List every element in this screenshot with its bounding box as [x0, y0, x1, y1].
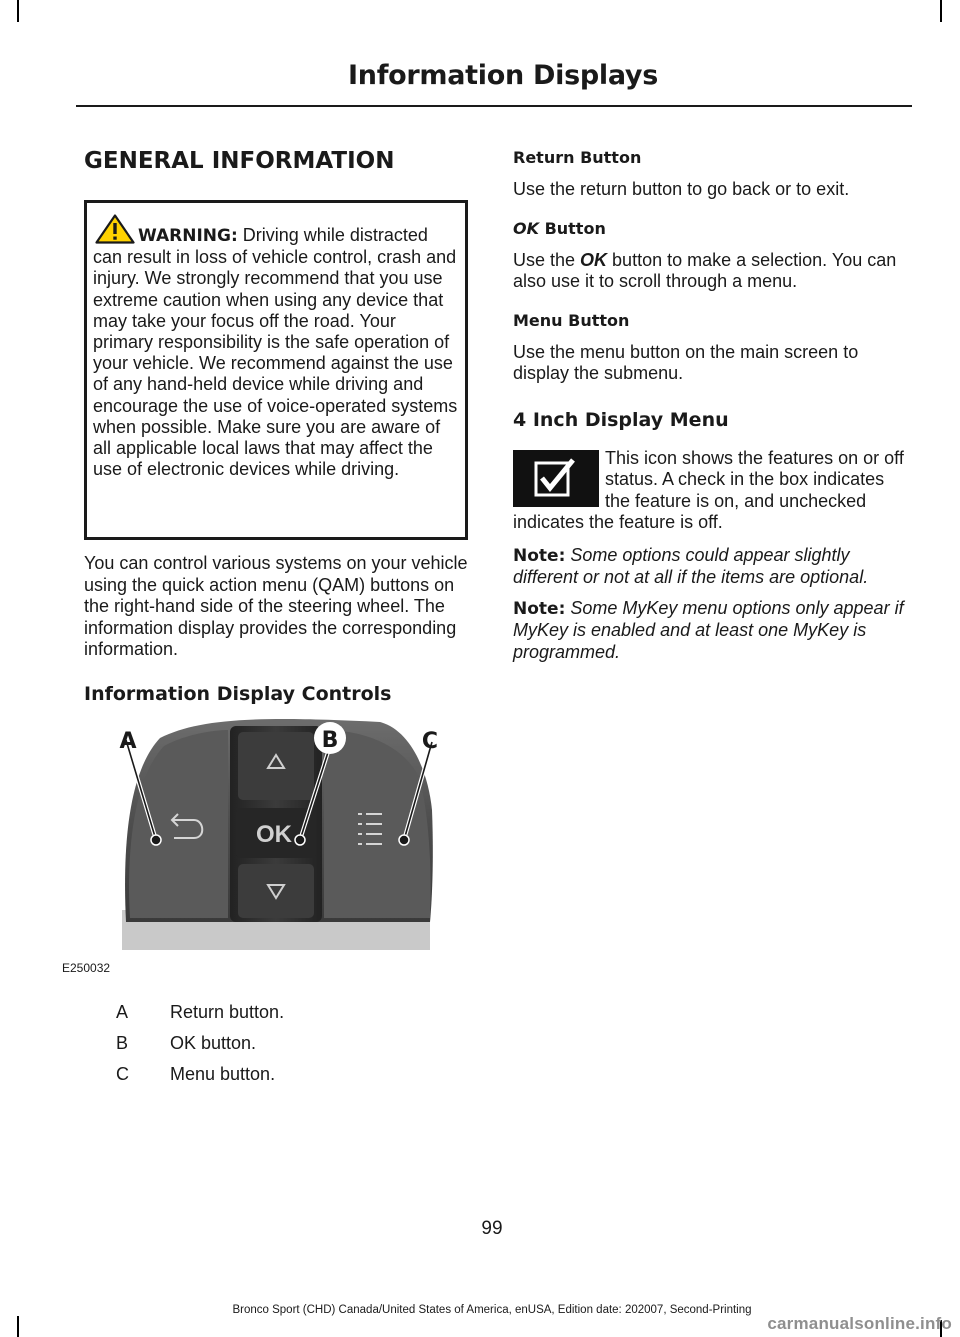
warning-label: WARNING:: [138, 226, 238, 246]
warning-text: Driving while distracted can result in loss of vehicle control, crash and injury. We strongly recommend that you use extreme caution when using any device that may take your focus off the road. Your primary responsibility is the safe operation of your vehicle. We recommend against the use of any hand-held device while driving and encourage the use of voice-operated systems when possible. Make sure you are aware of all applicable local laws that may affect the use of electronic devices while driving.: [93, 225, 458, 480]
display-menu-heading: 4 Inch Display Menu: [513, 408, 729, 431]
note-2: [513, 598, 909, 664]
header-divider: [76, 105, 912, 107]
icon-description-block: [513, 448, 909, 534]
checkbox-checked-icon: [513, 450, 599, 507]
check-mark-icon: [533, 458, 579, 498]
return-button-text: Use the return button to go back or to exit.: [513, 179, 850, 199]
ok-text-italic: OK: [580, 249, 608, 270]
right-column: [513, 143, 909, 663]
callout-dot-b: [295, 835, 305, 845]
legend-text: OK button.: [170, 1033, 257, 1053]
icon-description-text: This icon shows the features on or off status. A check in the box indicates the feature is on, and unchecked indicates the feature is off.: [513, 447, 904, 532]
return-button[interactable]: [129, 730, 228, 918]
callout-dot-c: [399, 835, 409, 845]
page-header-title: Information Displays: [348, 60, 658, 91]
page-number: 99: [481, 1218, 503, 1239]
crop-mark-top-right: [940, 0, 942, 22]
ok-text-post: button to make a selection. You can also use it to scroll through a menu.: [513, 249, 897, 291]
legend-text: Menu button.: [170, 1064, 276, 1084]
legend-row: [116, 1031, 456, 1062]
callout-a-label: A: [119, 729, 137, 754]
ok-text-pre: Use the: [513, 249, 581, 270]
intro-paragraph: You can control various systems on your vehicle using the quick action menu (QAM) buttons on the right-hand side of the steering wheel. The information display provides the corresponding information.: [84, 553, 468, 659]
ok-heading-italic: OK: [513, 218, 539, 238]
diagram-code: E250032: [62, 961, 111, 975]
crop-mark-bottom-left: [17, 1316, 19, 1337]
section-title: GENERAL INFORMATION: [84, 148, 395, 174]
edition-footer: Bronco Sport (CHD) Canada/United States of America, enUSA, Edition date: 202007, Second-Printing: [232, 1304, 752, 1316]
watermark: carmanualsonline.info: [767, 1314, 952, 1333]
steering-wheel-controls-diagram: [60, 700, 460, 980]
note-1: [513, 545, 909, 589]
return-button-heading: Return Button: [513, 148, 642, 167]
callout-c-label: C: [421, 729, 439, 754]
callout-b-label: B: [321, 728, 339, 753]
legend-key: C: [116, 1064, 129, 1084]
warning-paragraph: [93, 214, 458, 480]
ok-button-heading: [513, 217, 909, 241]
callout-dot-a: [151, 835, 161, 845]
note-label: Note:: [513, 598, 566, 619]
legend-text: Return button.: [170, 1002, 285, 1022]
note-2-text: Some MyKey menu options only appear if MyKey is enabled and at least one MyKey is programmed.: [513, 597, 904, 662]
diagram-legend: [116, 1000, 456, 1093]
ok-button-text: [513, 250, 909, 293]
up-arrow-button[interactable]: [238, 732, 314, 800]
ok-glyph: OK: [256, 821, 292, 848]
controls-heading: Information Display Controls: [84, 682, 392, 705]
warning-box: [84, 200, 468, 540]
down-arrow-button[interactable]: [238, 864, 314, 918]
legend-key: B: [116, 1033, 129, 1053]
ok-heading-rest: Button: [539, 218, 606, 238]
menu-button-heading: Menu Button: [513, 310, 630, 330]
crop-mark-top-left: [17, 0, 19, 22]
legend-row: [116, 1000, 456, 1031]
warning-triangle-icon: [95, 214, 135, 244]
legend-row: [116, 1062, 456, 1093]
note-label: Note:: [513, 545, 566, 566]
note-1-text: Some options could appear slightly different or not at all if the items are optional.: [513, 544, 869, 587]
legend-key: A: [116, 1002, 129, 1022]
menu-button-text: Use the menu button on the main screen to display the submenu.: [513, 341, 859, 383]
left-column: [84, 143, 474, 708]
